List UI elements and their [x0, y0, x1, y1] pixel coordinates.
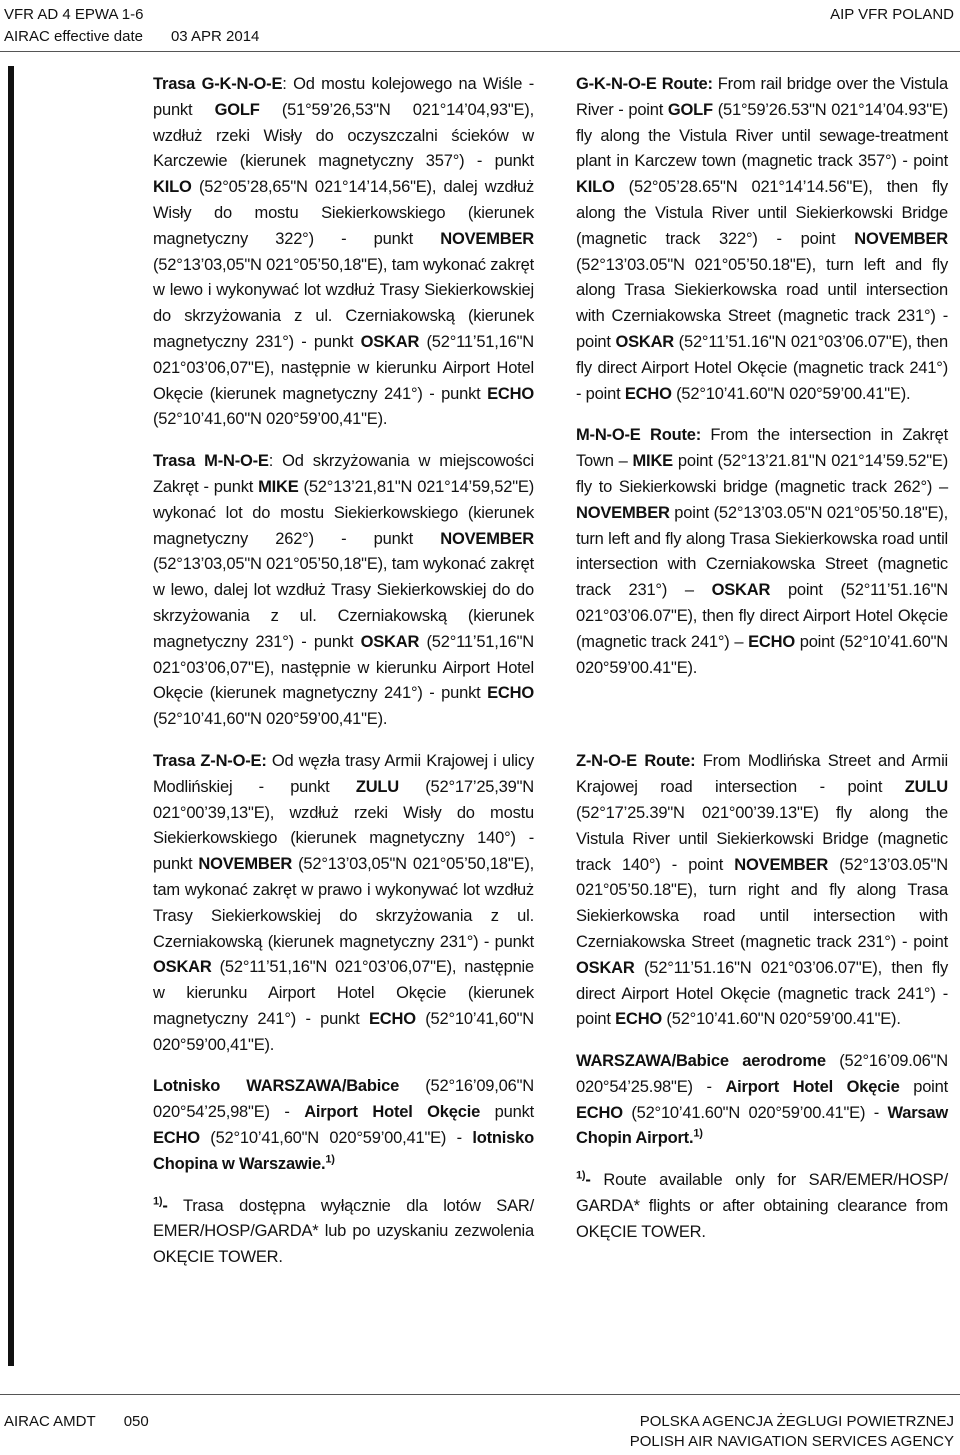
agency-info	[630, 1412, 954, 1452]
agency-name-en: POLISH AIR NAVIGATION SERVICES AGENCY	[629, 1433, 954, 1450]
route-babice-en: WARSZAWA/Babice aerodrome (52°16’09.06"N 020°54’25.98"E) - Airport Hotel Okęcie point ECHO (52°10’41.60"N 020°59’00.41"E) - Warsaw Chopin Airport.$^{1)}$	[576, 1052, 948, 1148]
footnote-pl: $^{1)}$- Trasa dostępna wyłącznie dla lotów SAR/ EMER/HOSP/GARDA* lub po uzyskaniu zezwolenia OKĘCIE TOWER.	[153, 1195, 534, 1267]
route-mno-pl: Trasa M-N-O-E: Od skrzyżowania w miejscowości Zakręt - punkt MIKE (52°13’21,81"N 021°14’59,52"E) wykonać lot do mostu Siekierkowskiego (kierunek magnetyczny 262°) - punkt NOVEMBER (52°13’03,05"N 021°05’50,18"E), tam wykonać zakręt w lewo, dalej lot wzdłuż Trasy Siekierkowskiej do do skrzyżowania z ul. Czerniakowską (kierunek magnetyczny 231°) - punkt OSKAR (52°11’51,16"N 021°03’06,07"E), następnie w kierunku Airport Hotel Okęcie (kierunek magnetyczny 241°) - punkt ECHO (52°10’41,60"N 020°59’00,41"E).	[153, 452, 535, 729]
amendment-change-bar	[8, 66, 14, 1366]
route-mno-en: M-N-O-E Route: From the intersection in Zakręt Town – MIKE point (52°13’21.81"N 021°14’59.52"E) fly to Siekierkowski bridge (magnetic track 262°) – NOVEMBER point (52°13’03.05"N 021°05’50.18"E), turn left and fly along Trasa Siekierkowska road until intersection with Czerniakowska Street (magnetic track 231°) – OSKAR point (52°11’51.16"N 021°03’06.07"E), then fly direct Airport Hotel Okęcie (magnetic track 241°) – ECHO point (52°10’41.60"N 020°59’00.41"E).	[576, 426, 948, 677]
footnote-en: $^{1)}$- Route available only for SAR/EMER/HOSP/ GARDA* flights or after obtaining clearance from OKĘCIE TOWER.	[576, 1169, 948, 1241]
english-column	[576, 72, 948, 1246]
page-header-left	[4, 4, 259, 48]
route-zno-en: Z-N-O-E Route: From Modlińska Street and Armii Krajowej road intersection - point ZULU (52°17’25.39"N 021°00’39.13"E) fly along the Vistula River until Siekierkowski Bridge (magnetic track 140°) - point NOVEMBER (52°13’03.05"N 021°05’50.18"E), turn right and fly along Trasa Siekierkowska road until intersection with Czerniakowska Street (magnetic track 231°) - point OSKAR (52°11’51.16"N 021°03’06.07"E), then fly direct Airport Hotel Okęcie (magnetic track 241°) - point ECHO (52°10’41.60"N 020°59’00.41"E).	[576, 752, 949, 1029]
route-gkno-pl: Trasa G-K-N-O-E: Od mostu kolejowego na Wiśle - punkt GOLF (51°59’26,53"N 021°14’04,93"E), wzdłuż rzeki Wisły do oczyszczalni ścieków w Karczewie (kierunek magnetyczny 357°) - punkt KILO (52°05’28,65"N 021°14’14,56"E), dalej wzdłuż Wisły do mostu Siekierkowskiego (kierunek magnetyczny 322°) - punkt NOVEMBER (52°13’03,05"N 021°05’50,18"E), tam wykonać zakręt w lewo i wykonywać lot wzdłuż Trasy Siekierkowskiej do skrzyżowania z ul. Czerniakowską (kierunek magnetyczny 231°) - punkt OSKAR (52°11’51,16"N 021°03’06,07"E), następnie w kierunku Airport Hotel Okęcie (kierunek magnetyczny 241°) - punkt ECHO (52°10’41,60"N 020°59’00,41"E).	[153, 75, 534, 429]
document-reference: VFR AD 4 EPWA 1-6	[4, 6, 144, 23]
route-gkno-en: G-K-N-O-E Route: From rail bridge over the Vistula River - point GOLF (51°59’26.53"N 021°14’04.93"E) fly along the Vistula River until sewage-treatment plant in Karczew town (magnetic track 357°) - point KILO (52°05’28.65"N 021°14’14.56"E), then fly along the Vistula River until Siekierkowski Bridge (magnetic track 322°) - point NOVEMBER (52°13’03.05"N 021°05’50.18"E), turn left and fly along Trasa Siekierkowska road until intersection with Czerniakowska Street (magnetic track 231°) - point OSKAR (52°11’51.16"N 021°03’06.07"E), then fly direct Airport Hotel Okęcie (magnetic track 241°) - point ECHO (52°10’41.60"N 020°59’00.41"E).	[576, 75, 949, 403]
footer-divider	[0, 1394, 960, 1395]
amdt-label: AIRAC AMDT	[4, 1413, 96, 1430]
agency-name-pl: POLSKA AGENCJA ŻEGLUGI POWIETRZNEJ	[639, 1413, 954, 1430]
header-divider	[0, 51, 960, 52]
route-babice-pl: Lotnisko WARSZAWA/Babice (52°16’09,06"N 020°54’25,98"E) - Airport Hotel Okęcie punkt ECHO (52°10’41,60"N 020°59’00,41"E) - lotnisko Chopina w Warszawie.$^{1)}$	[153, 1077, 535, 1173]
amendment-info	[4, 1412, 149, 1432]
amdt-number: 050	[123, 1413, 149, 1430]
airac-label: AIRAC effective date	[4, 28, 143, 45]
airac-effective-date	[4, 26, 259, 48]
airac-date: 03 APR 2014	[170, 28, 260, 45]
polish-column	[153, 72, 534, 1271]
publication-title: AIP VFR POLAND	[830, 6, 954, 23]
route-zno-pl: Trasa Z-N-O-E: Od węzła trasy Armii Krajowej i ulicy Modlińskiej - punkt ZULU (52°17’25,39"N 021°00’39,13"E), wzdłuż rzeki Wisły do mostu Siekierkowskiego (kierunek magnetyczny 140°) - punkt NOVEMBER (52°13’03,05"N 021°05’50,18"E), tam wykonać zakręt w prawo i wykonywać lot wzdłuż Trasy Siekierkowskiej do skrzyżowania z ul. Czerniakowską (kierunek magnetyczny 231°) - punkt OSKAR (52°11’51,16"N 021°03’06,07"E), następnie w kierunku Airport Hotel Okęcie (kierunek magnetyczny 241°) - punkt ECHO (52°10’41,60"N 020°59’00,41"E).	[153, 751, 534, 1054]
